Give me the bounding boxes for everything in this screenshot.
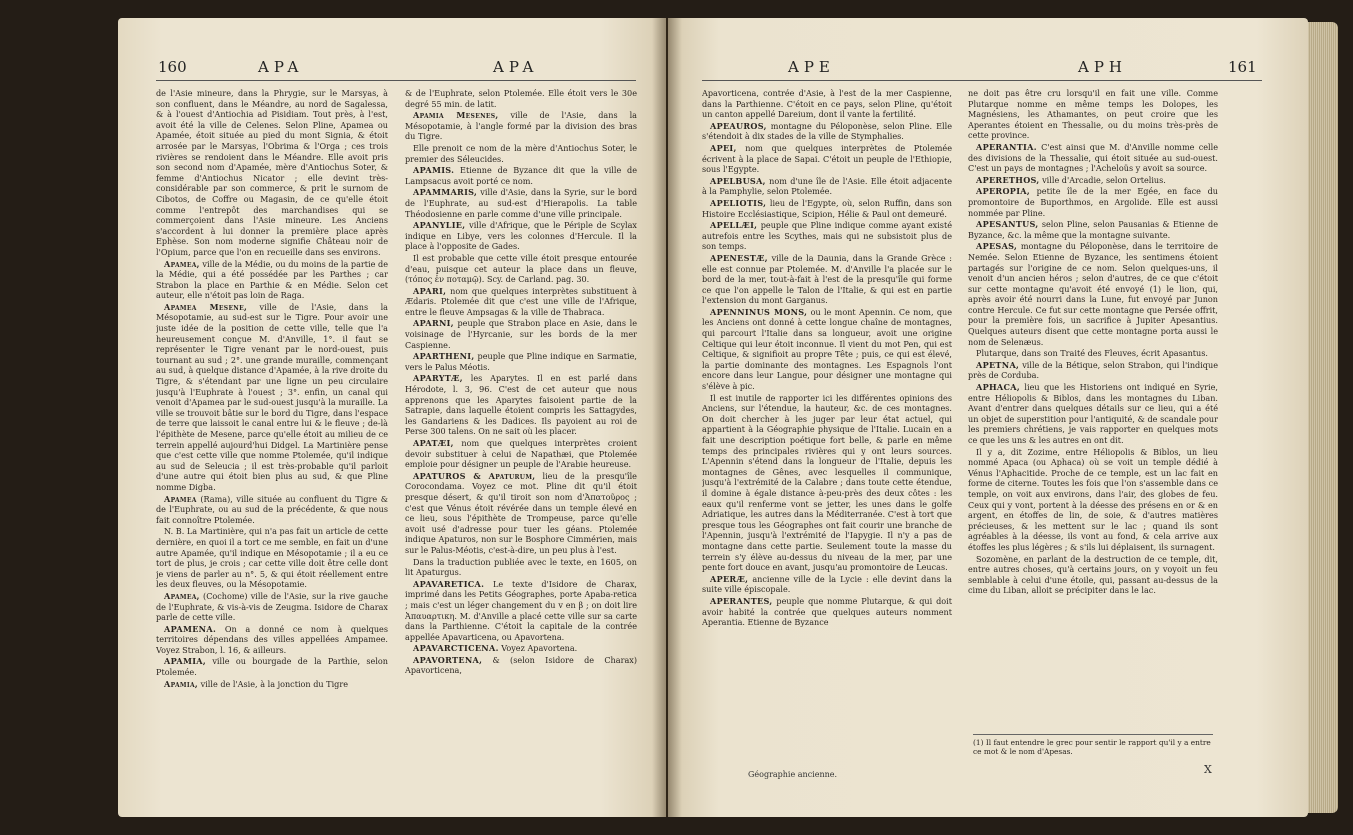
entry-headword: Apamea Mesene,	[164, 301, 248, 312]
entry-text: peuple que nomme Plutarque, & qui doit avoir habité la contrée que quelques auteurs nomment Aperantia. Etienne de Byzance	[702, 595, 952, 628]
entry-text: ne doit pas être cru lorsqu'il en fait une ville. Comme Plutarque nomme en même temps les Dolopes, les Magnésiens, les Athamantes, on peut croire que les Aperantes étoient en Thessalie, ou du moins très-près de cette province.	[968, 88, 1218, 141]
left-header-right: APA	[493, 58, 539, 76]
left-header-left: APA	[258, 58, 304, 76]
entry-headword: APATÆI,	[413, 438, 454, 448]
entry-text: selon Pline, selon Pausanias & Etienne de Byzance, &c. la même que la montagne suivante.	[968, 219, 1218, 240]
entry-text: lieu de la presqu'île Corocondama. Voyez ce mot. Pline dit qu'il étoit presque désert, & qu'il tiroit son nom d'Ἀπατοῦρος ; c'est que Vénus étoit révérée dans un temple élevé en ce lieu, sous l'épithète de Trompeuse, parce qu'elle avoit usé d'adresse pour tuer les géans. Ptolemée indique Apaturos, non sur le Bosphore Cimmérien, mais sur le Palus-Méotis, c'est-à-dire, un peu plus à l'est.	[405, 470, 637, 555]
entry-text: peuple que Pline indique en Sarmatie, vers le Palus Méotis.	[405, 351, 637, 372]
entry-text: Il y a, dit Zozime, entre Héliopolis & Biblos, un lieu nommé Apaca (ou Aphaca) où se voit un temple dédié à Vénus l'Aphacitide. Proche de ce temple, est un lac fait en forme de citerne. Toutes les fois que l'on s'assemble dans ce temple, on voit aux environs, dans l'air, des globes de feu. Ceux qui y vont, portent à la déesse des présens en or & en argent, en étoffes de lin, de soie, & d'autres matières précieuses, & les mettent sur le lac ; quand ils sont agréables à la déesse, ils vont au fond, & cela arrive aux étoffes les plus légères ; & s'ils lui déplaisent, ils surnagent.	[968, 446, 1218, 552]
entry-headword: APAVARETICA.	[413, 578, 485, 589]
entry-headword: APARYTÆ,	[413, 373, 463, 384]
entry-text: ville de l'Asie, à la jonction du Tigre	[200, 678, 349, 689]
entry-headword: APENESTÆ,	[710, 252, 768, 263]
entry-headword: APELLÆI,	[710, 220, 758, 231]
entry-paragraph	[968, 186, 1218, 218]
entry-paragraph	[405, 579, 637, 643]
entry-paragraph	[156, 526, 388, 590]
entry-headword: APERANTIA.	[976, 141, 1037, 152]
entry-text: ville de la Daunia, dans la Grande Grèce : elle est connue par Ptolemée. M. d'Anville l'a placée sur le bord de la mer, tout-à-fait à l'est de la presqu'île qui forme ce que l'on appelle le Talon de l'Italie, & qui est en partie l'extension du mont Garganus.	[702, 252, 952, 306]
entry-text: peuple que Strabon place en Asie, dans le voisinage de l'Hyrcanie, sur les bords de la mer Caspienne.	[405, 318, 637, 350]
entry-headword: APEROPIA,	[976, 186, 1030, 197]
entry-paragraph	[702, 198, 952, 219]
entry-headword: APAMIS.	[413, 165, 455, 176]
left-column-2	[405, 88, 637, 778]
entry-headword: APARI,	[413, 285, 447, 296]
footnote: (1) Il faut entendre le grec pour sentir le rapport qu'il y a entre ce mot & le nom d'Apesas.	[973, 734, 1213, 757]
right-header-left: APE	[788, 58, 835, 76]
entry-paragraph	[968, 382, 1218, 446]
entry-text: montagne du Péloponèse, dans le territoire de Nemée. Selon Etienne de Byzance, les sentimens étoient partagés sur l'origine de ce nom. Selon quelques-uns, il venoit d'un ancien héros ; selon d'autres, de ce que c'étoit sur cette montagne qu'avoit été envoyé (1) le lion, qui, après avoir été nourri dans la Lune, fut envoyé par Junon contre Hercule. Ce fut sur cette montagne que Persée offrit, pour la première fois, un sacrifice à Jupiter Apesantius. Quelques auteurs disent que cette montagne porta aussi le nom de Selenæus.	[968, 241, 1218, 347]
entry-text: & (selon Isidore de Charax) Apavorticena,	[405, 654, 637, 676]
entry-text: ville d'Asie, dans la Syrie, sur le bord de l'Euphrate, au sud-est d'Hierapolis. La table Théodosienne en parle comme d'une ville principale.	[405, 187, 637, 219]
entry-text: Sozomène, en parlant de la destruction de ce temple, dit, entre autres choses, qu'à certains jours, on y voyoit un feu semblable à celui d'une étoile, qui, passant au-dessus de la cime du Liban, alloit se précipiter dans le lac.	[968, 553, 1218, 596]
entry-paragraph	[405, 471, 637, 556]
entry-headword: Apamia Mesenes,	[413, 110, 499, 121]
left-page	[118, 18, 666, 817]
entry-paragraph	[405, 318, 637, 350]
right-page	[668, 18, 1308, 817]
entry-text: Il est inutile de rapporter ici les différentes opinions des Anciens, sur l'étendue, la hauteur, &c. de ces montagnes. On doit chercher à les juger par leur état actuel, qui appartient à la Géographie physique de l'Italie. Lucain en a fait une description poétique fort belle, & parle en même temps des principales rivières qui y ont leurs sources. L'Apennin s'étend dans la longueur de l'Italie, depuis les montagnes de Gênes, avec lesquelles il communique, jusqu'à l'extrémité de la Calabre ; dans toute cette étendue, il domine à égale distance à-peu-près des deux côtes : les eaux qu'il renferme vont se jetter, les unes dans le golfe Adriatique, les autres dans la Méditerranée. C'est à tort que presque tous les Géographes ont fait courir une branche de l'Apennin, jusqu'à l'extrémité de l'Iapygie. Il n'y a pas de montagne dans cette partie. Seulement toute la masse du terrein s'y élève au-dessus du niveau de la mer, par une pente fort douce en avant, jusqu'au promontoire de Leucas.	[702, 392, 952, 573]
entry-paragraph	[702, 176, 952, 197]
entry-paragraph	[702, 307, 952, 392]
entry-text: Elle prenoit ce nom de la mère d'Antiochus Soter, le premier des Séleucides.	[405, 142, 637, 164]
entry-paragraph	[405, 187, 637, 219]
entry-paragraph	[702, 121, 952, 142]
entry-text: Dans la traduction publiée avec le texte, en 1605, on lit Apaturgus.	[405, 556, 637, 578]
entry-paragraph	[968, 88, 1218, 141]
entry-headword: APAMENA.	[164, 623, 217, 634]
entry-headword: APETNA,	[976, 359, 1020, 370]
entry-headword: Apamea,	[164, 258, 200, 269]
entry-text: ville d'Arcadie, selon Ortelius.	[1042, 174, 1166, 185]
entry-text: N. B. La Martinière, qui n'a pas fait un article de cette dernière, en quoi il a tort ce me semble, en fait un d'une autre Apamée, qu'il indique en Mésopotamie ; il a eu ce tort de plus, je crois ; car cette ville doit être celle dont je viens de parler au n°. 5, & qui étoit réellement entre les deux fleuves, ou la Mésopotamie.	[156, 526, 388, 590]
entry-text: ville ou bourgade de la Parthie, selon Ptolemée.	[156, 656, 388, 678]
entry-paragraph	[156, 679, 388, 690]
entry-text: lieu que les Historiens ont indiqué en Syrie, entre Héliopolis & Biblos, dans les montagnes du Liban. Avant d'entrer dans quelques détails sur ce lieu, qui a été un objet de superstition pour l'antiquité, & de scandale pour les premiers chrétiens, je vais rapporter en quelques mots ce que les uns & les autres en ont dit.	[968, 382, 1218, 445]
entry-text: nom d'une île de l'Asie. Elle étoit adjacente à la Pamphylie, selon Ptolemée.	[702, 175, 952, 197]
entry-paragraph	[702, 143, 952, 175]
entry-paragraph	[405, 373, 637, 437]
entry-text: nom que quelques interprètes de Ptolemée écrivent à la place de Sapai. C'étoit un peuple de l'Ethiopie, sous l'Egypte.	[702, 142, 952, 175]
entry-paragraph	[405, 643, 637, 654]
entry-paragraph	[968, 554, 1218, 596]
entry-paragraph	[405, 143, 637, 164]
entry-text: (Cochome) ville de l'Asie, sur la rive gauche de l'Euphrate, & vis-à-vis de Zeugma. Isidore de Charax parle de cette ville.	[156, 590, 388, 623]
entry-headword: APAMIA,	[164, 656, 206, 667]
entry-text: petite île de la mer Egée, en face du promontoire de Buporthmos, en Argolide. Elle est aussi nommée par Pline.	[968, 186, 1218, 218]
entry-paragraph	[405, 165, 637, 186]
header-rule	[702, 80, 1262, 81]
entry-paragraph	[405, 351, 637, 372]
entry-headword: APHACA,	[976, 382, 1020, 393]
entry-headword: APESAS,	[976, 241, 1018, 252]
entry-text: Voyez Apavortena.	[501, 643, 578, 654]
entry-text: ou le mont Apennin. Ce nom, que les Anciens ont donné à cette longue chaîne de montagnes, qui parcourt l'Italie dans sa longueur, avoit une origine Celtique qui leur étoit inconnue. Il vient du mot Pen, qui est Celtique, & signifioit au propre Tête ; puis, ce qui est élevé, la partie dominante des montagnes. Les Espagnols l'ont encore dans leur Langue, pour désigner une montagne qui s'élève à pic.	[702, 306, 952, 392]
entry-paragraph	[702, 253, 952, 306]
entry-text: (Rama), ville située au confluent du Tigre & de l'Euphrate, ou au sud de la précédente, & que nous fait connoître Ptolemée.	[156, 493, 388, 525]
entry-headword: APENNINUS MONS,	[710, 306, 808, 317]
entry-text: montagne du Péloponèse, selon Pline. Elle s'étendoit à dix stades de la ville de Stymphalies.	[702, 120, 952, 142]
entry-text: nom que quelques interprètes croient devoir substituer à celui de Napathæi, que Ptolemée emploie pour désigner un peuple de l'Arabie heureuse.	[405, 438, 637, 470]
entry-headword: APELIOTIS,	[710, 197, 767, 208]
entry-paragraph	[156, 656, 388, 677]
entry-paragraph	[702, 574, 952, 595]
entry-headword: Apamea	[164, 493, 197, 504]
right-page-number: 161	[1228, 58, 1257, 76]
entry-paragraph	[156, 494, 388, 526]
entry-paragraph	[405, 438, 637, 470]
entry-text: Apavorticena, contrée d'Asie, à l'est de la mer Caspienne, dans la Parthienne. C'étoit en ce pays, selon Pline, qu'étoit un canton appellé Dareium, dont il vante la fertilité.	[702, 88, 952, 120]
entry-text: de l'Asie mineure, dans la Phrygie, sur le Marsyas, à son confluent, dans le Méandre, au nord de Sagalessa, & à l'ouest d'Antiochia ad Pisidiam. Tout près, à l'est, avoit été la ville de Celenes. Selon Pline, Apamea ou Apamée, étoit située au pied du mont Signia, & étoit arrosée par le Marsyas, l'Obrima & l'Orga ; ces trois rivières se rendoient dans le Méandre. Elle avoit pris son second nom d'Apamée, mère d'Antiochus Soter, & femme d'Antiochus Nicator ; elle devint très-considérable par son commerce, & prit le surnom de Cibotos, de Coffre ou Magasin, de ce qu'elle étoit comme l'entrepôt des marchandises qui se commerçoient dans l'Asie mineure. Les Anciens s'accordent à lui donner la première place après Ephèse. Son nom moderne signifie Château noir de l'Opium, parce que l'on en recueille dans ses environs.	[156, 88, 388, 257]
entry-headword: APERANTES,	[710, 595, 773, 606]
entry-text: ville de l'Asie, dans la Mésopotamie, au sud-est sur le Tigre. Pour avoir une juste idée de la position de cette ville, telle que l'a heureusement conçue M. d'Anville, 1°. il faut se représenter le Tigre venant par le nord-ouest, puis tournant au sud ; 2°. une grande muraille, commençant au sud, à quelque distance d'Apamée, à la rive droite du Tigre, & s'étendant par une ligne un peu circulaire jusqu'à l'Euphrate à l'ouest ; 3°. enfin, un canal qui venoit d'Apamea par le sud-ouest jusqu'à la muraille. La ville se trouvoit bâtie sur le bord du Tigre, dans l'espace de terre que laissoit le canal entre lui & le fleuve ; de-là l'épithète de Mesene, parce qu'elle étoit au milieu de ce terrein appellé aujourd'hui Didgel. La Martinière pense que c'est cette ville que nomme Ptolemée, qu'il indique au sud de Seleucia ; il est très-probable qu'il parloit d'une autre qui étoit bien plus au sud, & que Pline nomme Digba.	[156, 301, 388, 492]
entry-text: ancienne ville de la Lycie : elle devint dans la suite ville épiscopale.	[702, 573, 952, 595]
entry-headword: APELBUSA,	[710, 175, 766, 186]
entry-text: peuple que Pline indique comme ayant existé autrefois entre les Scythes, mais qui ne subsistoit plus de son temps.	[702, 220, 952, 252]
entry-text: lieu de l'Egypte, où, selon Ruffin, dans son Histoire Ecclésiastique, Scipion, Hélie & Paul ont demeuré.	[702, 197, 952, 219]
entry-text: ville de la Médie, ou du moins de la partie de la Médie, qui a été possédée par les Parthes ; car Strabon la place en Parthie & en Médie. Selon cet auteur, elle n'étoit pas loin de Raga.	[156, 258, 388, 301]
entry-paragraph	[968, 360, 1218, 381]
entry-paragraph	[156, 259, 388, 301]
right-header-right: APH	[1078, 58, 1128, 76]
left-page-number: 160	[158, 58, 187, 76]
entry-headword: APERÆ,	[710, 573, 749, 584]
signature-line: Géographie ancienne.	[748, 770, 838, 779]
entry-paragraph	[702, 220, 952, 252]
entry-headword: APAMMARIS,	[413, 187, 478, 198]
entry-text: Etienne de Byzance dit que la ville de Lampsacus avoit porté ce nom.	[405, 165, 637, 186]
entry-text: Le texte d'Isidore de Charax, imprimé dans les Petits Géographes, porte Apaba-retica ; mais c'est un léger changement du v en β ; on doit lire Ἀπαυαρτικη. M. d'Anville a placé cette ville sur sa carte dans la Parthienne. C'étoit la capitale de la contrée appellée Apavarticena, ou Apavortena.	[405, 578, 637, 642]
entry-paragraph	[968, 175, 1218, 186]
entry-text: les Aparytes. Il en est parlé dans Hérodote, l. 3, 96. C'est de cet auteur que nous apprenons que les Aparytes faisoient partie de la Satrapie, dans laquelle étoient compris les Sattagydes, les Gandariens & les Dadices. Ils payoient au roi de Perse 300 talens. On ne sait où les placer.	[405, 373, 637, 437]
entry-text: ville de l'Asie, dans la Mésopotamie, à l'angle formé par la division des bras du Tigre.	[405, 110, 637, 142]
entry-paragraph	[405, 253, 637, 285]
entry-text: ville d'Afrique, que le Périple de Scylax indique en Libye, vers les colonnes d'Hercule. Il la place à l'opposite de Gades.	[405, 220, 637, 252]
entry-headword: APANYLIE,	[413, 220, 466, 231]
entry-paragraph	[968, 219, 1218, 240]
entry-paragraph	[156, 88, 388, 258]
entry-text: On a donné ce nom à quelques territoires dépendans des villes appellées Ampamee. Voyez Strabon, l. 16, & ailleurs.	[156, 623, 388, 655]
entry-text: ville de la Bétique, selon Strabon, qui l'indique près de Corduba.	[968, 359, 1218, 381]
entry-paragraph	[702, 88, 952, 120]
entry-text: & de l'Euphrate, selon Ptolemée. Elle étoit vers le 30e degré 55 min. de latit.	[405, 88, 637, 109]
entry-paragraph	[405, 220, 637, 252]
entry-paragraph	[968, 348, 1218, 359]
entry-paragraph	[702, 393, 952, 573]
right-column-2	[968, 88, 1218, 728]
entry-paragraph	[156, 624, 388, 656]
entry-headword: APERETHOS,	[976, 174, 1040, 185]
left-column-1	[156, 88, 388, 778]
entry-headword: APAVARCTICENA.	[413, 643, 499, 654]
entry-paragraph	[968, 241, 1218, 347]
entry-text: Il est probable que cette ville étoit presque entourée d'eau, puisque cet auteur la place dans un fleuve, (τόπος ἐν ποταμῷ). Scy. de Carland. pag. 30.	[405, 252, 637, 285]
entry-headword: Apamea,	[164, 590, 200, 601]
entry-paragraph	[405, 286, 637, 318]
header-rule	[156, 80, 636, 81]
right-column-1	[702, 88, 952, 768]
entry-paragraph	[968, 447, 1218, 553]
page-edges	[1308, 22, 1338, 813]
signature-mark: X	[1204, 763, 1212, 776]
entry-paragraph	[702, 596, 952, 628]
entry-paragraph	[405, 88, 637, 109]
entry-text: C'est ainsi que M. d'Anville nomme celle des divisions de la Thessalie, qui étoit située au sud-ouest. C'est un pays de montagnes ; l'Acheloüs y avoit sa source.	[968, 141, 1218, 174]
entry-paragraph	[405, 110, 637, 142]
entry-headword: APARNI,	[413, 318, 454, 329]
entry-headword: APESANTUS,	[976, 219, 1039, 230]
entry-paragraph	[156, 591, 388, 623]
entry-paragraph	[405, 557, 637, 578]
entry-text: nom que quelques interprètes substituent à Ædaris. Ptolemée dit que c'est une ville de l'Afrique, entre le fleuve Ampsagas & la ville de Thabraca.	[405, 285, 637, 317]
entry-text: Plutarque, dans son Traité des Fleuves, écrit Apasantus.	[976, 348, 1208, 359]
entry-headword: APARTHENI,	[413, 351, 475, 362]
entry-headword: APATUROS & Apaturum,	[413, 470, 536, 481]
entry-paragraph	[405, 655, 637, 676]
entry-headword: APEI,	[710, 142, 737, 153]
entry-headword: APAVORTENA,	[413, 654, 483, 665]
entry-paragraph	[156, 302, 388, 493]
entry-headword: APEAUROS,	[710, 120, 767, 131]
entry-paragraph	[968, 142, 1218, 174]
entry-headword: Apamia,	[164, 678, 199, 689]
